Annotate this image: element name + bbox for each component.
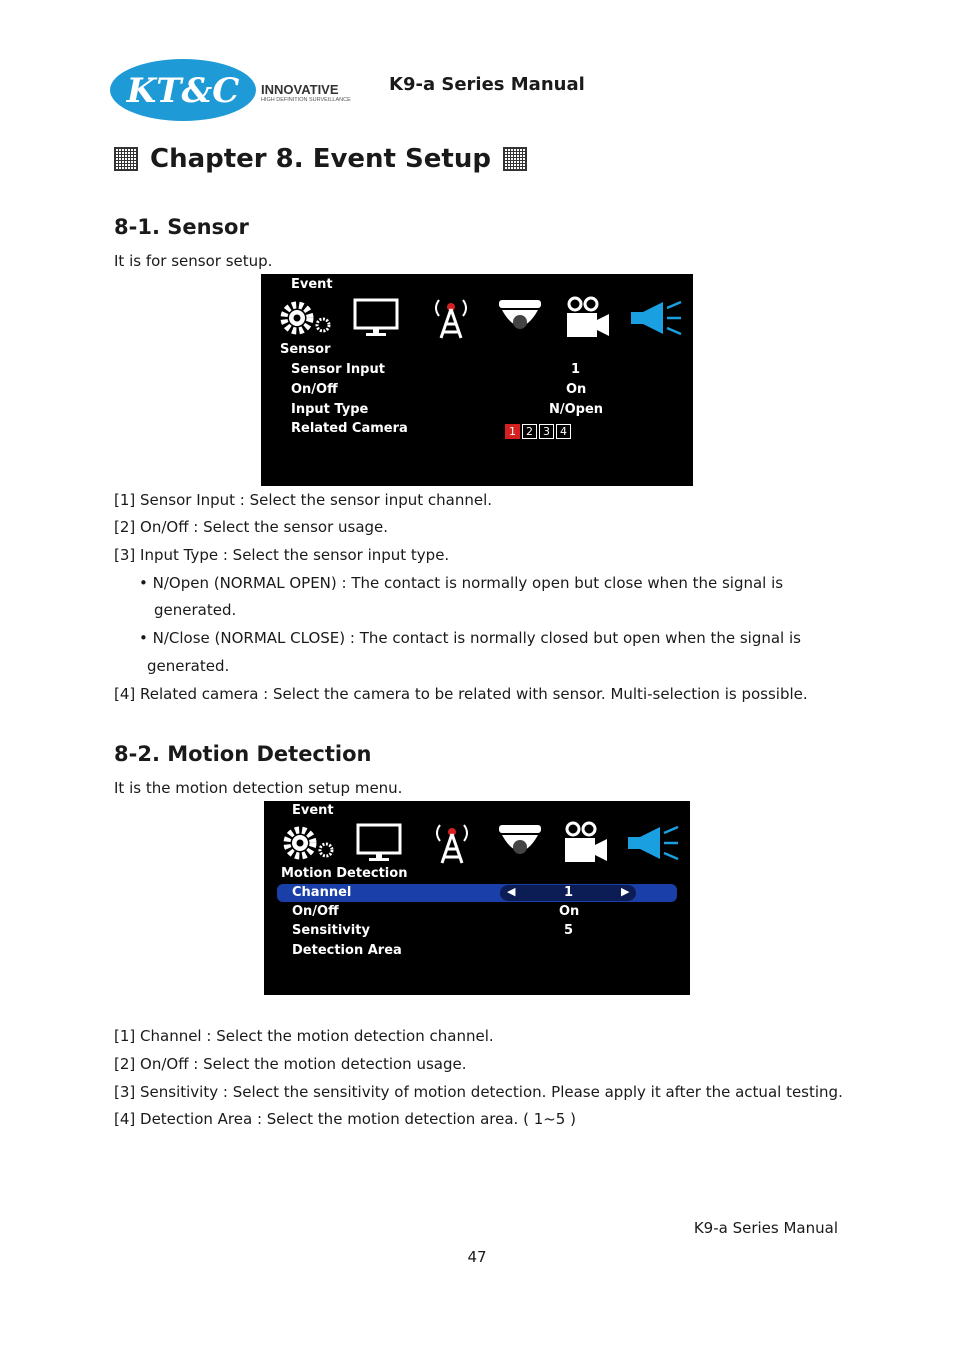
motion-row-label: On/Off <box>292 904 339 919</box>
motion-item: [2] On/Off : Select the motion detection usage. <box>114 1055 467 1073</box>
camera-box[interactable]: 4 <box>556 424 571 439</box>
speaker-icon <box>626 823 680 863</box>
sensor-intro: It is for sensor setup. <box>114 252 273 270</box>
sensor-menu-title: Event <box>291 277 333 292</box>
left-arrow-icon[interactable]: ◀ <box>507 885 516 898</box>
motion-row-label: Channel <box>292 885 352 900</box>
sensor-row-label: On/Off <box>291 382 338 397</box>
hatch-right-icon <box>503 147 527 171</box>
gear-icon <box>282 823 338 863</box>
sensor-row-label: Sensor Input <box>291 362 385 377</box>
dome-camera-icon <box>497 298 543 338</box>
sensor-item: generated. <box>154 601 237 619</box>
sensor-item: generated. <box>147 657 230 675</box>
monitor-icon <box>353 298 399 338</box>
monitor-icon <box>356 823 402 863</box>
sensor-item: • N/Close (NORMAL CLOSE) : The contact is normally closed but open when the signal is <box>139 629 801 647</box>
camera-box[interactable]: 3 <box>539 424 554 439</box>
motion-heading: 8-2. Motion Detection <box>114 742 372 766</box>
motion-item: [1] Channel : Select the motion detection channel. <box>114 1027 494 1045</box>
logo-sub2: HIGH DEFINITION SURVEILLANCE <box>261 97 351 103</box>
video-camera-icon <box>565 296 611 340</box>
motion-row-value[interactable]: 5 <box>564 923 574 938</box>
chapter-title: Chapter 8. Event Setup <box>150 144 491 174</box>
motion-menu-title: Event <box>292 803 334 818</box>
speaker-icon <box>629 298 683 338</box>
motion-row-label[interactable]: Detection Area <box>292 943 402 958</box>
sensor-row-value[interactable]: 1 <box>571 362 581 377</box>
right-arrow-icon[interactable]: ▶ <box>621 885 630 898</box>
motion-item: [3] Sensitivity : Select the sensitivity of motion detection. Please apply it after the actual testing. <box>114 1083 843 1101</box>
video-camera-icon <box>563 821 609 865</box>
sensor-row-value[interactable]: N/Open <box>549 402 604 417</box>
antenna-icon <box>431 294 471 340</box>
sensor-item: [3] Input Type : Select the sensor input type. <box>114 546 450 564</box>
sensor-item: • N/Open (NORMAL OPEN) : The contact is normally open but close when the signal is <box>139 574 784 592</box>
sensor-item: [1] Sensor Input : Select the sensor input channel. <box>114 491 493 509</box>
logo-text: KT&C <box>126 71 240 111</box>
motion-row-value[interactable]: On <box>559 904 580 919</box>
dome-camera-icon <box>497 823 543 863</box>
footer-manual-title: K9-a Series Manual <box>693 1219 838 1237</box>
motion-section-label: Motion Detection <box>281 866 408 881</box>
sensor-screenshot <box>261 274 693 486</box>
sensor-section-label: Sensor <box>280 342 331 357</box>
related-camera-selector[interactable] <box>505 420 573 439</box>
sensor-item: [4] Related camera : Select the camera to be related with sensor. Multi-selection is possible. <box>114 685 808 703</box>
chapter-heading <box>114 144 527 174</box>
sensor-row-value[interactable]: On <box>566 382 587 397</box>
camera-box[interactable]: 2 <box>522 424 537 439</box>
page-number: 47 <box>467 1248 487 1266</box>
motion-row-label: Sensitivity <box>292 923 370 938</box>
logo-sub1: INNOVATIVE <box>261 82 339 97</box>
motion-screenshot <box>264 801 690 995</box>
motion-item: [4] Detection Area : Select the motion detection area. ( 1~5 ) <box>114 1110 576 1128</box>
hatch-left-icon <box>114 147 138 171</box>
gear-icon <box>279 298 335 338</box>
motion-intro: It is the motion detection setup menu. <box>114 779 403 797</box>
camera-box[interactable]: 1 <box>505 424 520 439</box>
header-manual-title: K9-a Series Manual <box>389 74 585 95</box>
antenna-icon <box>432 819 472 865</box>
sensor-row-label: Related Camera <box>291 421 408 436</box>
motion-row-value[interactable]: 1 <box>564 885 574 900</box>
sensor-heading: 8-1. Sensor <box>114 215 249 239</box>
sensor-item: [2] On/Off : Select the sensor usage. <box>114 518 389 536</box>
company-logo <box>108 56 368 124</box>
sensor-row-label: Input Type <box>291 402 369 417</box>
